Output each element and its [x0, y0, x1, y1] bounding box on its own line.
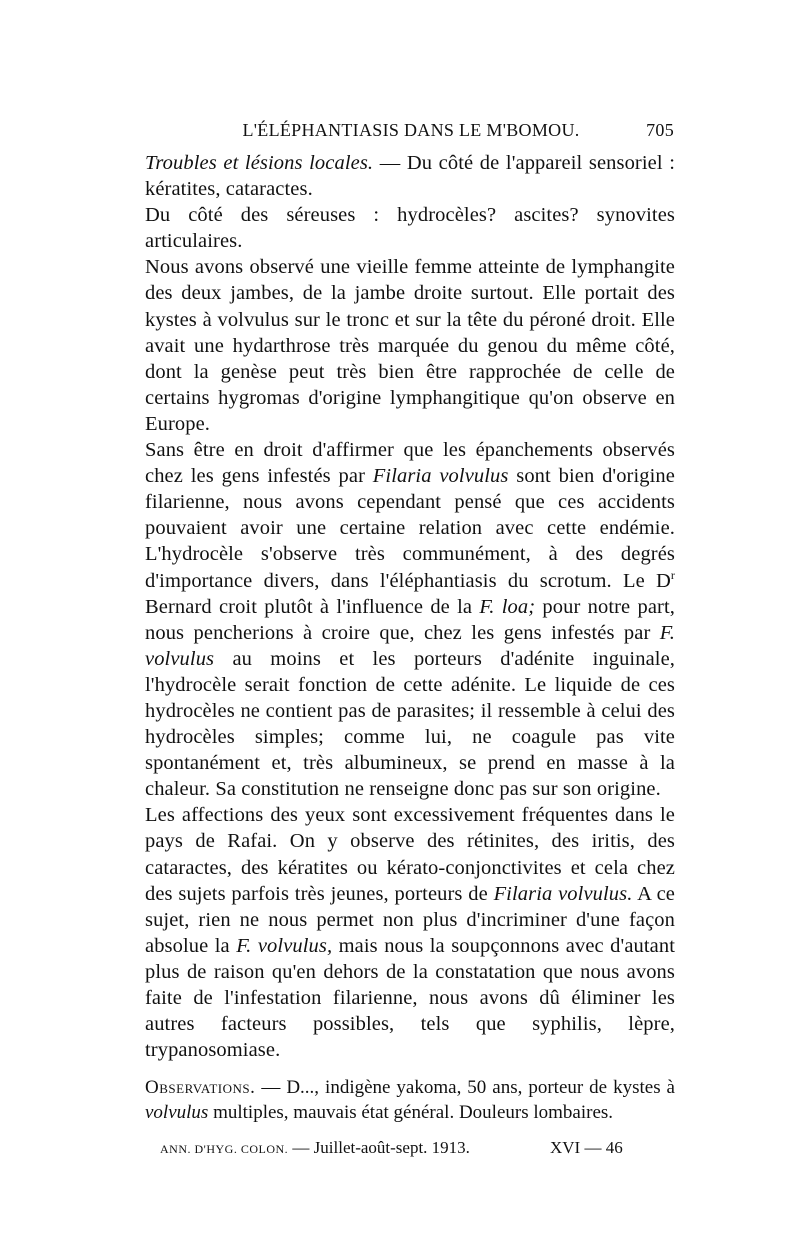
journal-date: — Juillet-août-sept. 1913.	[288, 1138, 470, 1157]
superscript: r	[670, 567, 675, 582]
paragraph-text: mais nous la soupçonnons avec d'autant plus de raison qu'en dehors de la constatation que nous avons faite de l'infestation filarienne, nous avons dû éliminer les autres facteurs possibles, tels que syphilis, lèpre, trypanosomiase.	[145, 934, 676, 1062]
paragraph-troubles	[145, 150, 675, 202]
observations-text: multiples, mauvais état général. Douleurs lombaires.	[208, 1102, 614, 1123]
paragraph-text: A ce sujet, rien ne nous permet non plus d'incriminer d'une façon absolue la	[145, 882, 676, 957]
observations-label: Observations.	[145, 1077, 256, 1098]
journal-name: ANN. D'HYG. COLON.	[160, 1142, 289, 1156]
observations-text: — D..., indigène yakoma, 50 ans, porteur de kystes à	[255, 1077, 675, 1098]
paragraph-sereuses: Du côté des séreuses : hydrocèles? ascites? synovites articulaires.	[145, 204, 675, 253]
section-heading: Troubles et lésions locales.	[145, 152, 374, 174]
paragraph-text: Les affections des yeux sont excessivement fréquentes dans le pays de Rafai. On y observe des rétinites, des iritis, des cataractes, des kératites ou kérato-conjonctivites et cela chez des sujets parfois très jeunes, porteurs de	[145, 804, 675, 905]
species-name: F. loa;	[479, 595, 536, 618]
running-header	[148, 120, 674, 144]
running-title: L'ÉLÉPHANTIASIS DANS LE M'BOMOU.	[242, 120, 580, 140]
observations-paragraph	[145, 1075, 675, 1125]
page-number: 705	[646, 120, 674, 140]
paragraph-text: Sans être en droit d'affirmer que les épanchements observés chez les gens infestés par	[145, 439, 675, 488]
paragraph-text: Bernard croit plutôt à l'influence de la	[145, 595, 480, 618]
signature-mark: XVI — 46	[550, 1138, 623, 1157]
paragraph-text: sont bien d'origine filarienne, nous avons cependant pensé que ces accidents pouvaient avoir une certaine relation avec cette endémie. L'hydrocèle s'observe très communément, à des degrés d'importance divers, dans l'éléphantiasis du scrotum. Le D	[145, 465, 675, 592]
paragraph-text: au moins et les porteurs d'adénite inguinale, l'hydrocèle serait fonction de cette adénite. Le liquide de ces hydrocèles ne contient pas de parasites; il ressemble à celui des hydrocèles simples; comme lui, ne coagule pas vite spontanément et, très albumineux, se prend en masse à la chaleur. Sa constitution ne renseigne donc pas sur son origine.	[145, 647, 675, 801]
footer-citation	[160, 1138, 470, 1158]
species-name: F. volvulus,	[236, 934, 333, 957]
species-name: Filaria volvulus.	[493, 882, 633, 905]
species-name: F. volvulus	[145, 621, 675, 670]
paragraph-yeux	[145, 802, 675, 1063]
body-text	[145, 150, 675, 1063]
species-name: Filaria volvulus	[372, 465, 509, 488]
paragraph-observation-femme: Nous avons observé une vieille femme atteinte de lymphangite des deux jambes, de la jambe droite surtout. Elle portait des kystes à volvulus sur le tronc et sur la tête du péroné droit. Elle avait une hydarthrose très marquée du genou du même côté, dont la genèse peut très bien être rapprochée de celle de certains hygromas d'origine lymphangitique qu'on observe en Europe.	[145, 256, 675, 435]
paragraph-epanchements	[145, 437, 675, 802]
paragraph-text: pour notre part, nous pencherions à croire que, chez les gens infestés par	[145, 595, 675, 644]
paragraph-text: — Du côté de l'appareil sensoriel : kératites, cataractes.	[145, 152, 675, 201]
species-name: volvulus	[145, 1102, 209, 1123]
